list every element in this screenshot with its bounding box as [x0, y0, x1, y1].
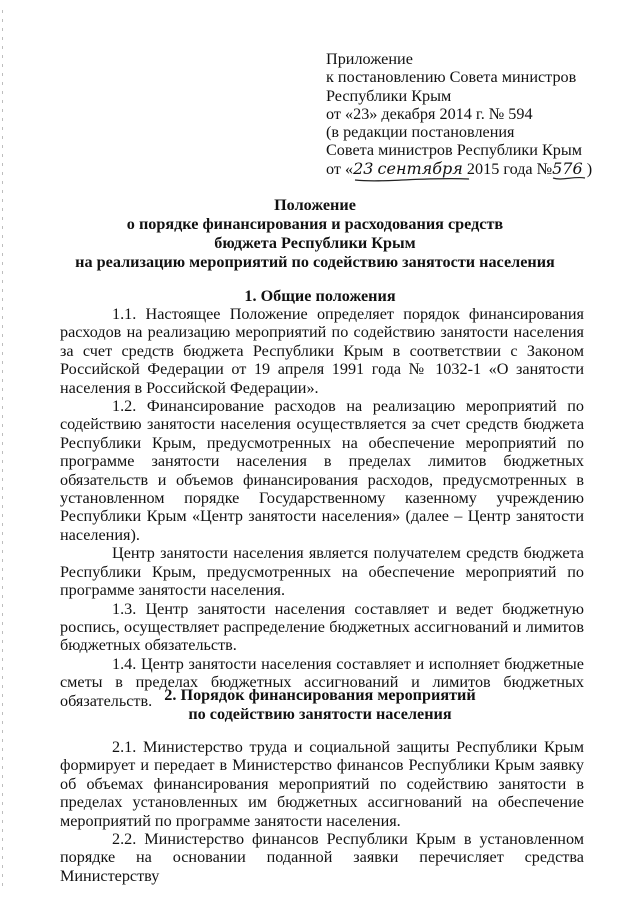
- paragraph-1-1: 1.1. Настоящее Положение определяет порядок финансирования расходов на реализацию мероприятий по содействию занятости населения за счет средств бюджета Республики Крым в соответствии с Законом Российской Федерации от 19 апреля 1991 года № 1032-1 «О занятости населения в Российской Федерации».: [60, 305, 584, 397]
- appendix-line: от «23» декабря 2014 г. № 594: [326, 104, 533, 123]
- date-suffix: ): [586, 159, 593, 178]
- handwritten-month: сентября: [377, 158, 463, 178]
- section1-body: [60, 305, 584, 710]
- handwriting-underline: [552, 174, 586, 182]
- appendix-line: Республики Крым: [326, 86, 452, 105]
- title-line: бюджета Республики Крым: [214, 234, 416, 252]
- appendix-line: к постановлению Совета министров: [326, 68, 577, 87]
- document-title: [60, 196, 570, 272]
- appendix-line: Приложение: [326, 50, 413, 68]
- paragraph-1-2: 1.2. Финансирование расходов на реализацию мероприятий по содействию занятости населения осуществляется за счет средств бюджета Республики Крым, предусмотренных на обеспечение мероприятий по программе занятости населения в пределах лимитов бюджетных обязательств и объемов финансирования расходов, предусмотренных в установленном порядке Государственному казенному учреждению Республики Крым «Центр занятости населения» (далее – Центр занятости населения).: [60, 397, 584, 544]
- paragraph-1-3: 1.3. Центр занятости населения составляет и ведет бюджетную роспись, осуществляет распределение бюджетных ассигнований и лимитов бюджетных обязательств.: [60, 599, 584, 655]
- section2-heading-line: по содействию занятости населения: [188, 705, 452, 723]
- handwritten-number: 576: [552, 158, 583, 178]
- section2-body: [60, 738, 584, 885]
- date-middle: 2015 года №: [466, 159, 553, 178]
- date-prefix: от «: [326, 159, 354, 178]
- section1-heading: 1. Общие положения: [244, 287, 396, 305]
- title-line: о порядке финансирования и расходования средств: [126, 215, 504, 233]
- title-line: Положение: [274, 196, 356, 214]
- scan-edge-mark: [2, 10, 3, 890]
- appendix-line: (в редакции постановления: [326, 123, 515, 142]
- appendix-block: [326, 50, 626, 178]
- appendix-line: Совета министров Республики Крым: [326, 141, 582, 160]
- handwritten-date: [353, 160, 463, 178]
- paragraph-2-2: 2.2. Министерство финансов Республики Крым в установленном порядке на основании поданной заявки перечисляет средства Министерству: [60, 830, 584, 885]
- paragraph-1-4: 1.4. Центр занятости населения составляет и исполняет бюджетные сметы в пределах бюджетных ассигнований и лимитов бюджетных обязательств.: [60, 654, 584, 710]
- section2-heading-line: 2. Порядок финансирования мероприятий: [164, 686, 476, 704]
- section2-heading: [60, 686, 580, 724]
- paragraph-2-1: 2.1. Министерство труда и социальной защиты Республики Крым формирует и передает в Министерство финансов Республики Крым заявку об объемах финансирования мероприятий по содействию занятости в пределах установленных им бюджетных ассигнований на обеспечение мероприятий по программе занятости населения.: [60, 738, 584, 830]
- handwritten-day: 23: [353, 158, 374, 178]
- handwriting-underline: [353, 174, 471, 184]
- handwritten-number-wrap: [552, 160, 583, 178]
- paragraph-1-2-cont: Центр занятости населения является получателем средств бюджета Республики Крым, предусмотренных на обеспечение мероприятий по программе занятости населения.: [60, 544, 584, 600]
- title-line: на реализацию мероприятий по содействию занятости населения: [75, 253, 555, 271]
- appendix-amendment-date-line: [326, 160, 626, 178]
